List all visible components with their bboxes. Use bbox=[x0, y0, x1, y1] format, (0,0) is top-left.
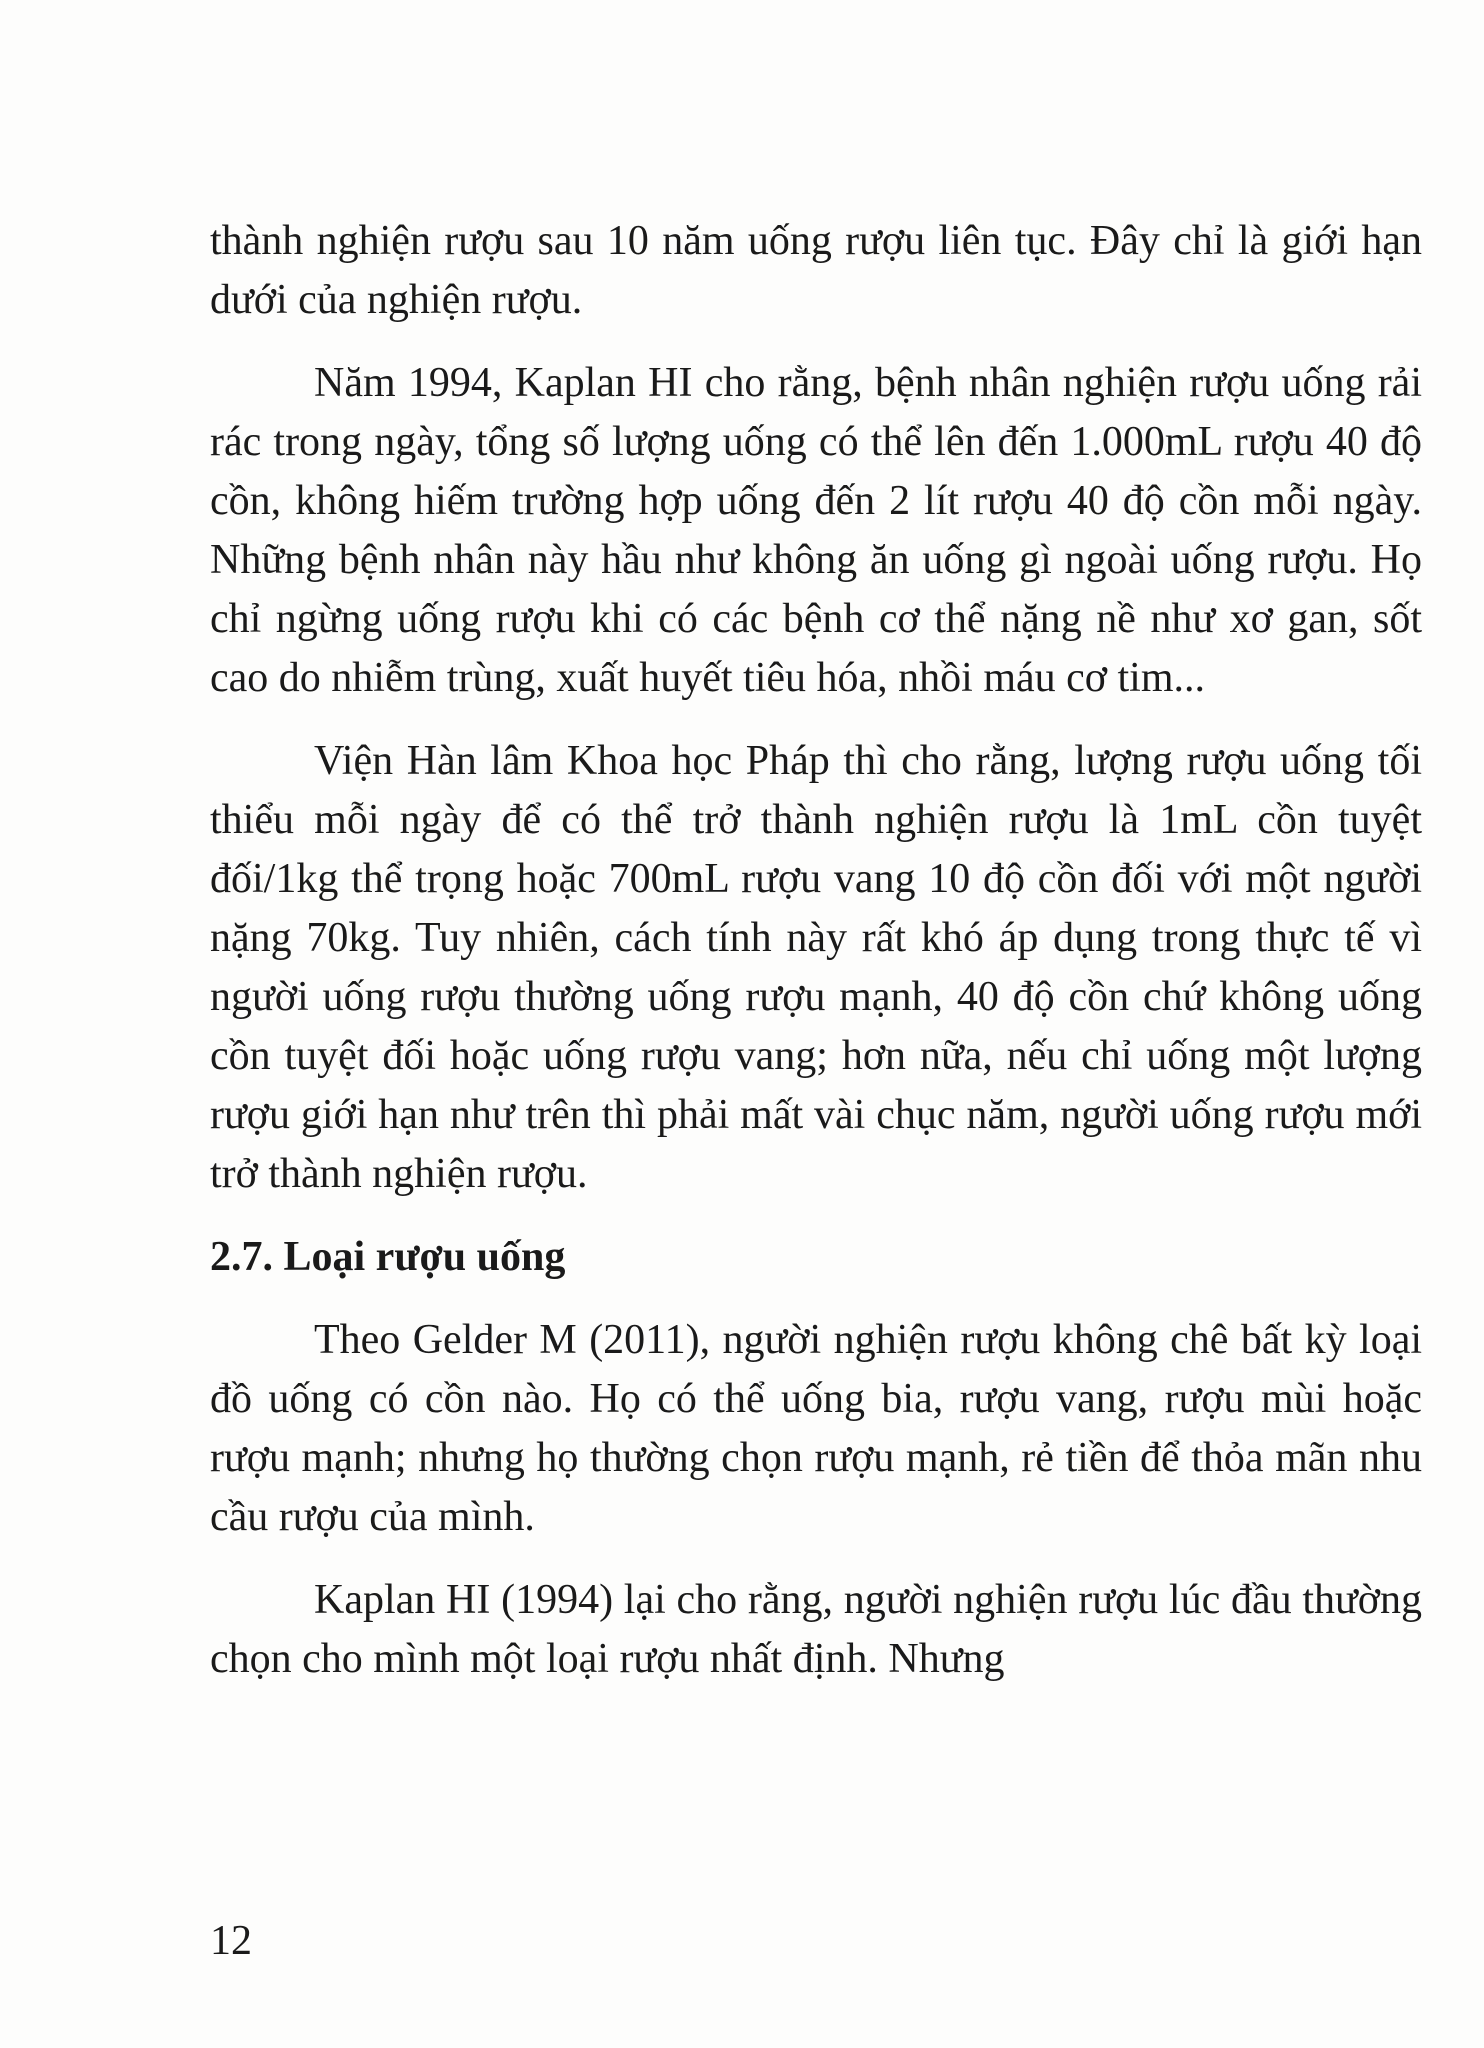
paragraph-kaplan-preference: Kaplan HI (1994) lại cho rằng, người nghiện rượu lúc đầu thường chọn cho mình một loại rượu nhất định. Nhưng bbox=[210, 1577, 1422, 1682]
paragraph-kaplan-1994: Năm 1994, Kaplan HI cho rằng, bệnh nhân nghiện rượu uống rải rác trong ngày, tổng số lượng uống có thể lên đến 1.000mL rượu 40 độ cồn, không hiếm trường hợp uống đến 2 lít rượu 40 độ cồn mỗi ngày. Những bệnh nhân này hầu như không ăn uống gì ngoài uống rượu. Họ chỉ ngừng uống rượu khi có các bệnh cơ thể nặng nề như xơ gan, sốt cao do nhiễm trùng, xuất huyết tiêu hóa, nhồi máu cơ tim... bbox=[210, 360, 1422, 701]
paragraph-continuation: thành nghiện rượu sau 10 năm uống rượu liên tục. Đây chỉ là giới hạn dưới của nghiện rượu. bbox=[210, 218, 1422, 323]
paragraph-academy-france: Viện Hàn lâm Khoa học Pháp thì cho rằng, lượng rượu uống tối thiểu mỗi ngày để có thể trở thành nghiện rượu là 1mL cồn tuyệt đối/1kg thể trọng hoặc 700mL rượu vang 10 độ cồn đối với một người nặng 70kg. Tuy nhiên, cách tính này rất khó áp dụng trong thực tế vì người uống rượu thường uống rượu mạnh, 40 độ cồn chứ không uống cồn tuyệt đối hoặc uống rượu vang; hơn nữa, nếu chỉ uống một lượng rượu giới hạn như trên thì phải mất vài chục năm, người uống rượu mới trở thành nghiện rượu. bbox=[210, 738, 1422, 1197]
paragraph-gelder-2011: Theo Gelder M (2011), người nghiện rượu không chê bất kỳ loại đồ uống có cồn nào. Họ có thể uống bia, rượu vang, rượu mùi hoặc rượu mạnh; nhưng họ thường chọn rượu mạnh, rẻ tiền để thỏa mãn nhu cầu rượu của mình. bbox=[210, 1317, 1422, 1540]
section-heading: 2.7. Loại rượu uống bbox=[210, 1234, 566, 1280]
page-body bbox=[210, 212, 1422, 1689]
page-number: 12 bbox=[210, 1918, 252, 1964]
